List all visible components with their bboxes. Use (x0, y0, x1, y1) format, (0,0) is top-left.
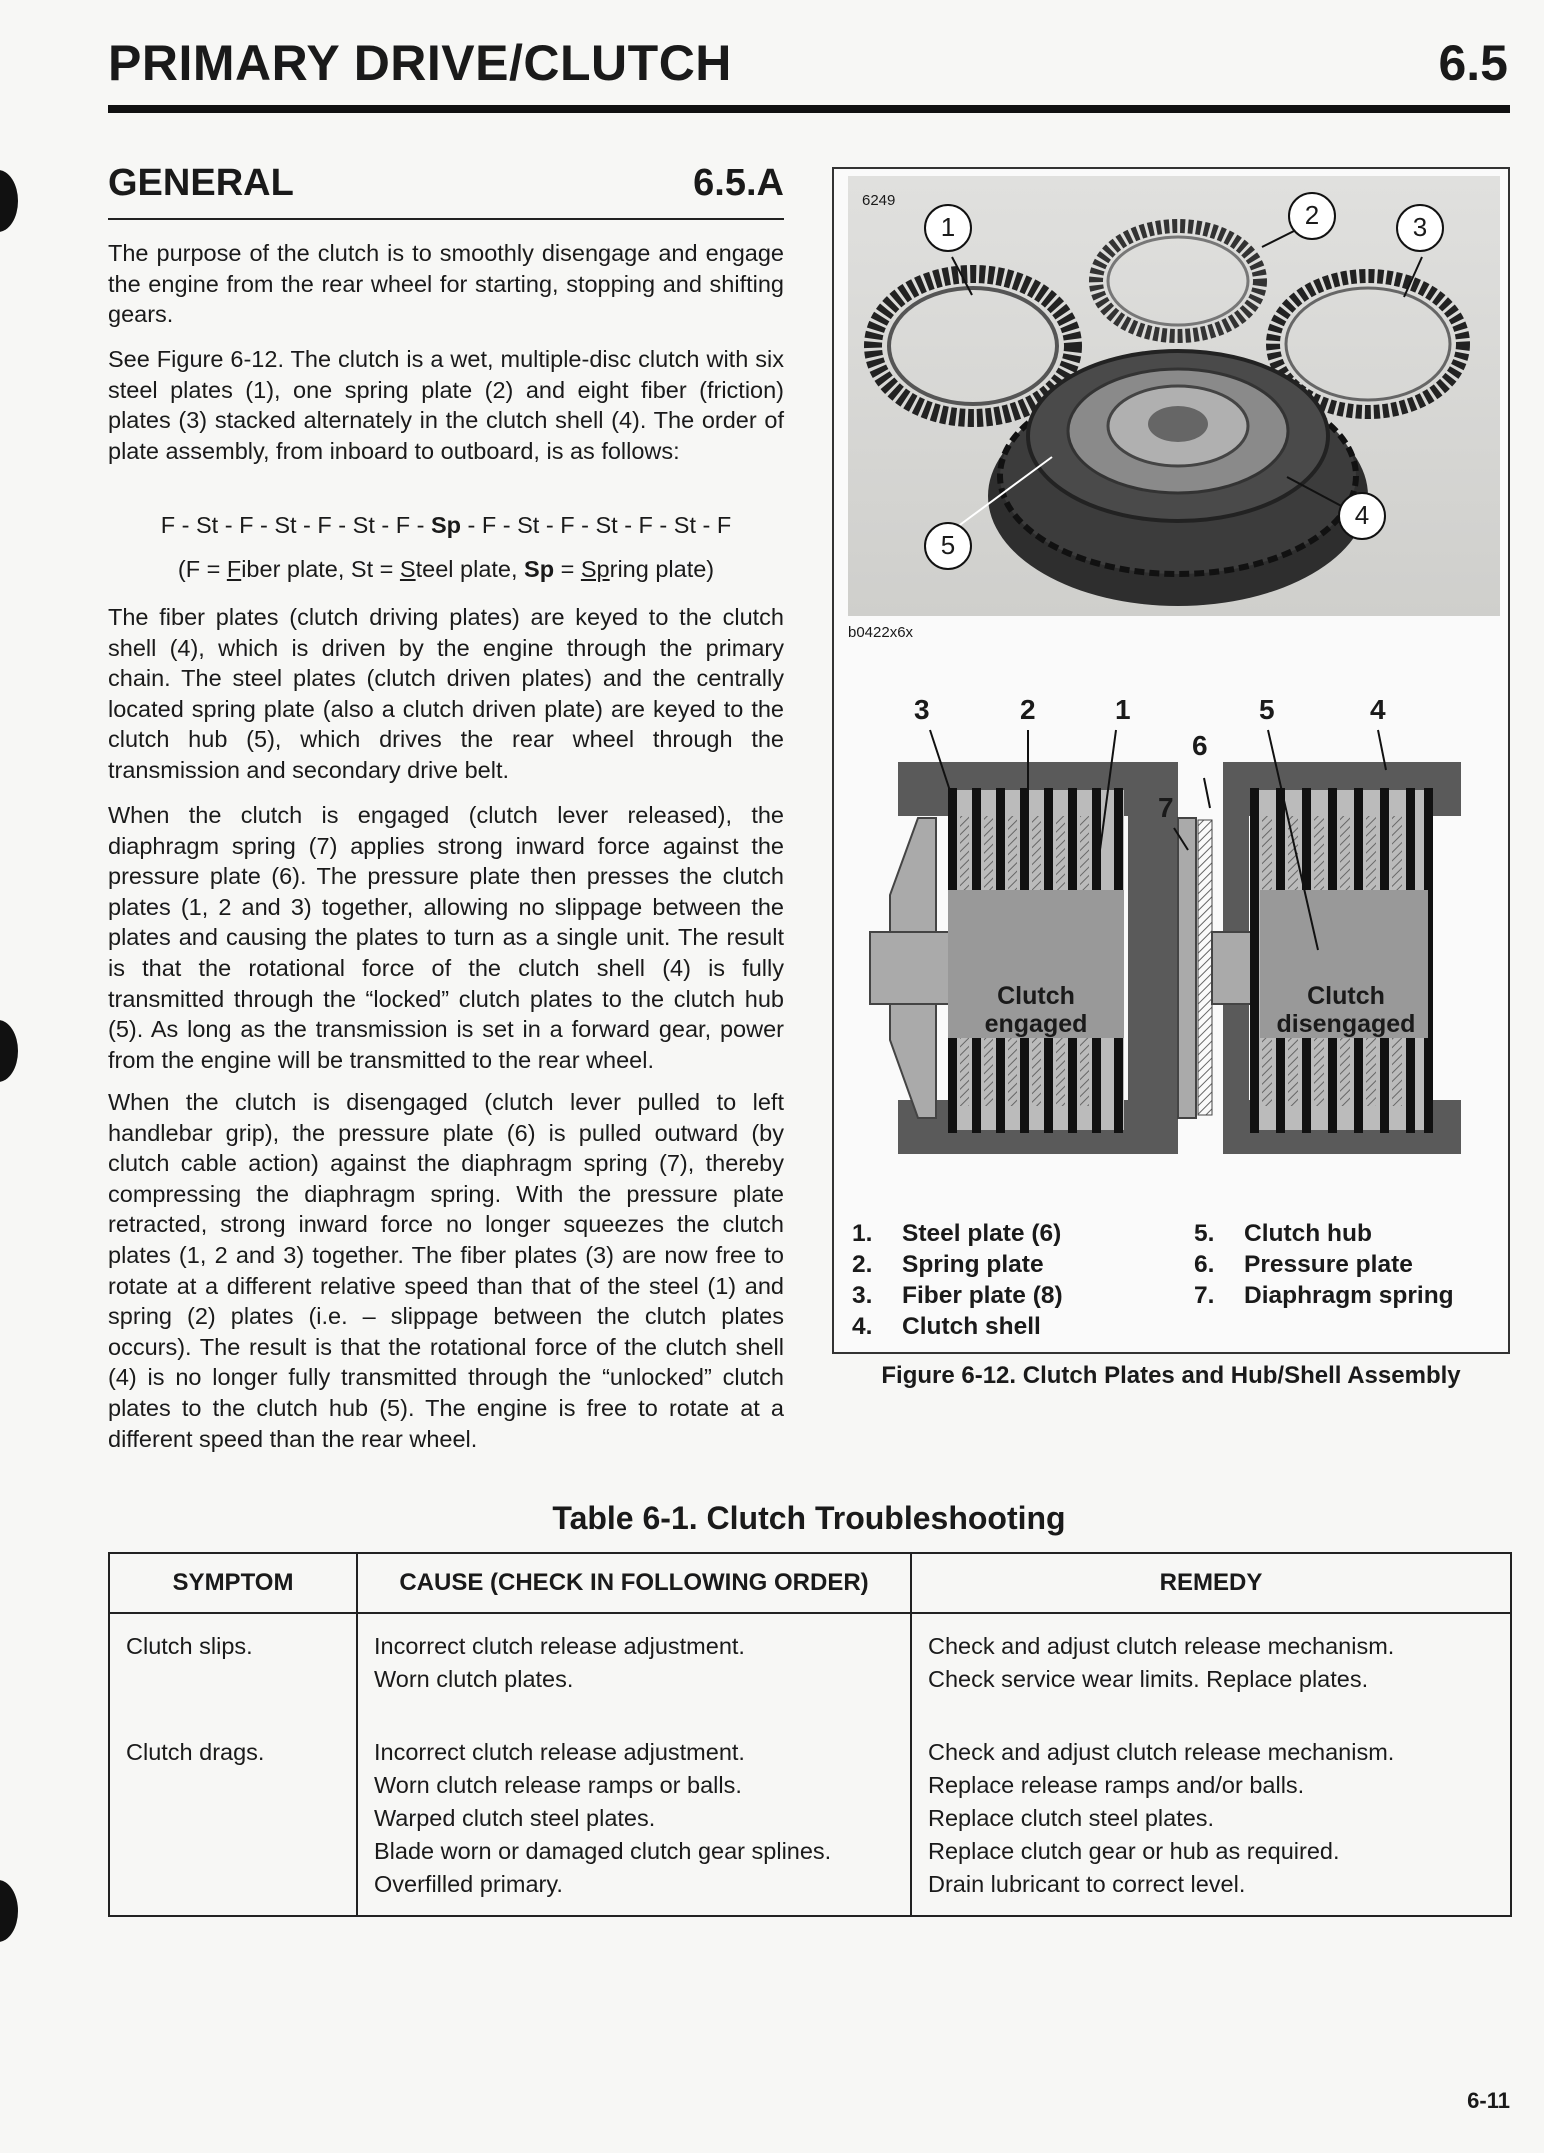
paragraph-disengaged: When the clutch is disengaged (clutch lever pulled to left handlebar grip), the pressure plate (6) is pulled outward (by clutch cable action) against the diaphragm spring (7), thereby compressing the diaphragm spring. With the pressure plate retracted, strong inward force no longer squeezes the clutch plates (1, 2 and 3) together. The fiber plates (3) are now free to rotate at a different relative speed than that of the steel (1) and spring (2) plates (i.e. – slippage between the clutch plates occurs). The result is that the rotational force of the clutch shell (4) is no longer fully transmitted through the “unlocked” clutch plates to the clutch hub (5). The engine is free to rotate at a different speed than the rear wheel. (108, 1089, 784, 1452)
column-header-cause: CAUSE (CHECK IN FOLLOWING ORDER) (357, 1553, 911, 1613)
callout-5: 5 (924, 522, 972, 570)
section-title: GENERAL (108, 162, 294, 204)
remedy-cell: Check and adjust clutch release mechanism. Replace release ramps and/or balls. Replace clutch steel plates. Replace clutch gear or hub as required. Drain lubricant to correct level. (911, 1702, 1511, 1916)
cause-cell: Incorrect clutch release adjustment. Worn clutch plates. (357, 1613, 911, 1702)
callout-4: 4 (1338, 492, 1386, 540)
diagram-number-5: 5 (1259, 694, 1275, 725)
binder-hole (0, 1020, 18, 1082)
key-item: 5. Clutch hub (1194, 1220, 1372, 1247)
callout-3: 3 (1396, 204, 1444, 252)
column-header-symptom: SYMPTOM (109, 1553, 357, 1613)
table-row (109, 1613, 1511, 1702)
symptom-cell: Clutch drags. (109, 1702, 357, 1916)
symptom-cell: Clutch slips. (109, 1613, 357, 1702)
key-item: 2. Spring plate (852, 1251, 1044, 1278)
diagram-number-2: 2 (1020, 694, 1036, 725)
disengaged-diagram (1178, 762, 1461, 1154)
diagram-number-1: 1 (1115, 694, 1131, 725)
paragraph-engaged: When the clutch is engaged (clutch lever released), the diaphragm spring (7) applies strong inward force against the pressure plate (6). The pressure plate then presses the clutch plates (1, 2 and 3) together, allowing no slippage between the plates and causing the plates to turn as a single unit. The result is that the rotational force of the clutch shell (4) is fully transmitted through the “locked” clutch plates to the clutch hub (5). As long as the transmission is set in a forward gear, power from the engine will be transmitted to the rear wheel. (108, 802, 784, 1073)
key-item: 3. Fiber plate (8) (852, 1282, 1063, 1309)
paragraph-plates: See Figure 6-12. The clutch is a wet, multiple-disc clutch with six steel plates (1), one spring plate (2) and eight fiber (friction) plates (3) stacked alternately in the clutch shell (4). The order of plate assembly, from inboard to outboard, is as follows: (108, 346, 784, 464)
binder-hole (0, 1880, 18, 1942)
page-number: 6-11 (1467, 2088, 1510, 2113)
key-item: 6. Pressure plate (1194, 1251, 1413, 1278)
clutch-cross-section-diagram (848, 700, 1500, 1200)
key-item: 1. Steel plate (6) (852, 1220, 1062, 1247)
plate-sequence: F - St - F - St - F - St - F - Sp - F - St - F - St - F - St - F (160, 512, 732, 538)
troubleshooting-table (108, 1552, 1512, 1917)
engaged-diagram (870, 762, 1178, 1154)
clutch-disengaged-label: Clutch disengaged (1276, 982, 1416, 1038)
column-header-remedy: REMEDY (911, 1553, 1511, 1613)
header-rule (108, 105, 1510, 113)
callout-1: 1 (924, 204, 972, 252)
section-number: 6.5.A (693, 162, 784, 204)
paragraph-fiber-plates: The fiber plates (clutch driving plates) are keyed to the clutch shell (4), which is driven by the engine through the primary chain. The steel plates (clutch driven plates) and the centrally located spring plate (also a clutch driven plate) are keyed to the clutch hub (5), which drives the rear wheel through the transmission and secondary drive belt. (108, 604, 784, 783)
page-header-title: PRIMARY DRIVE/CLUTCH (108, 35, 732, 91)
figure-caption: Figure 6-12. Clutch Plates and Hub/Shell Assembly (881, 1362, 1461, 1389)
key-item: 4. Clutch shell (852, 1313, 1041, 1340)
callout-2: 2 (1288, 192, 1336, 240)
diagram-number-3: 3 (914, 694, 930, 725)
clutch-engaged-label: Clutch engaged (984, 982, 1088, 1038)
remedy-cell: Check and adjust clutch release mechanism. Check service wear limits. Replace plates. (911, 1613, 1511, 1702)
page-header-section-number: 6.5 (1438, 35, 1508, 91)
section-rule (108, 218, 784, 220)
plate-legend: (F = Fiber plate, St = Steel plate, Sp = Spring plate) (177, 556, 715, 582)
binder-hole (0, 170, 18, 232)
diagram-number-7: 7 (1158, 792, 1174, 823)
photo-code: 6249 (862, 192, 896, 209)
key-item: 7. Diaphragm spring (1194, 1282, 1454, 1309)
diagram-number-4: 4 (1370, 694, 1386, 725)
table-title: Table 6-1. Clutch Troubleshooting (552, 1500, 1066, 1536)
table-row (109, 1702, 1511, 1916)
art-code: b0422x6x (848, 624, 914, 641)
paragraph-purpose: The purpose of the clutch is to smoothly disengage and engage the engine from the rear wheel for starting, stopping and shifting gears. (108, 240, 784, 328)
table-header-row (109, 1553, 1511, 1613)
cause-cell: Incorrect clutch release adjustment. Worn clutch release ramps or balls. Warped clutch steel plates. Blade worn or damaged clutch gear splines. Overfilled primary. (357, 1702, 911, 1916)
diagram-number-6: 6 (1192, 730, 1208, 761)
